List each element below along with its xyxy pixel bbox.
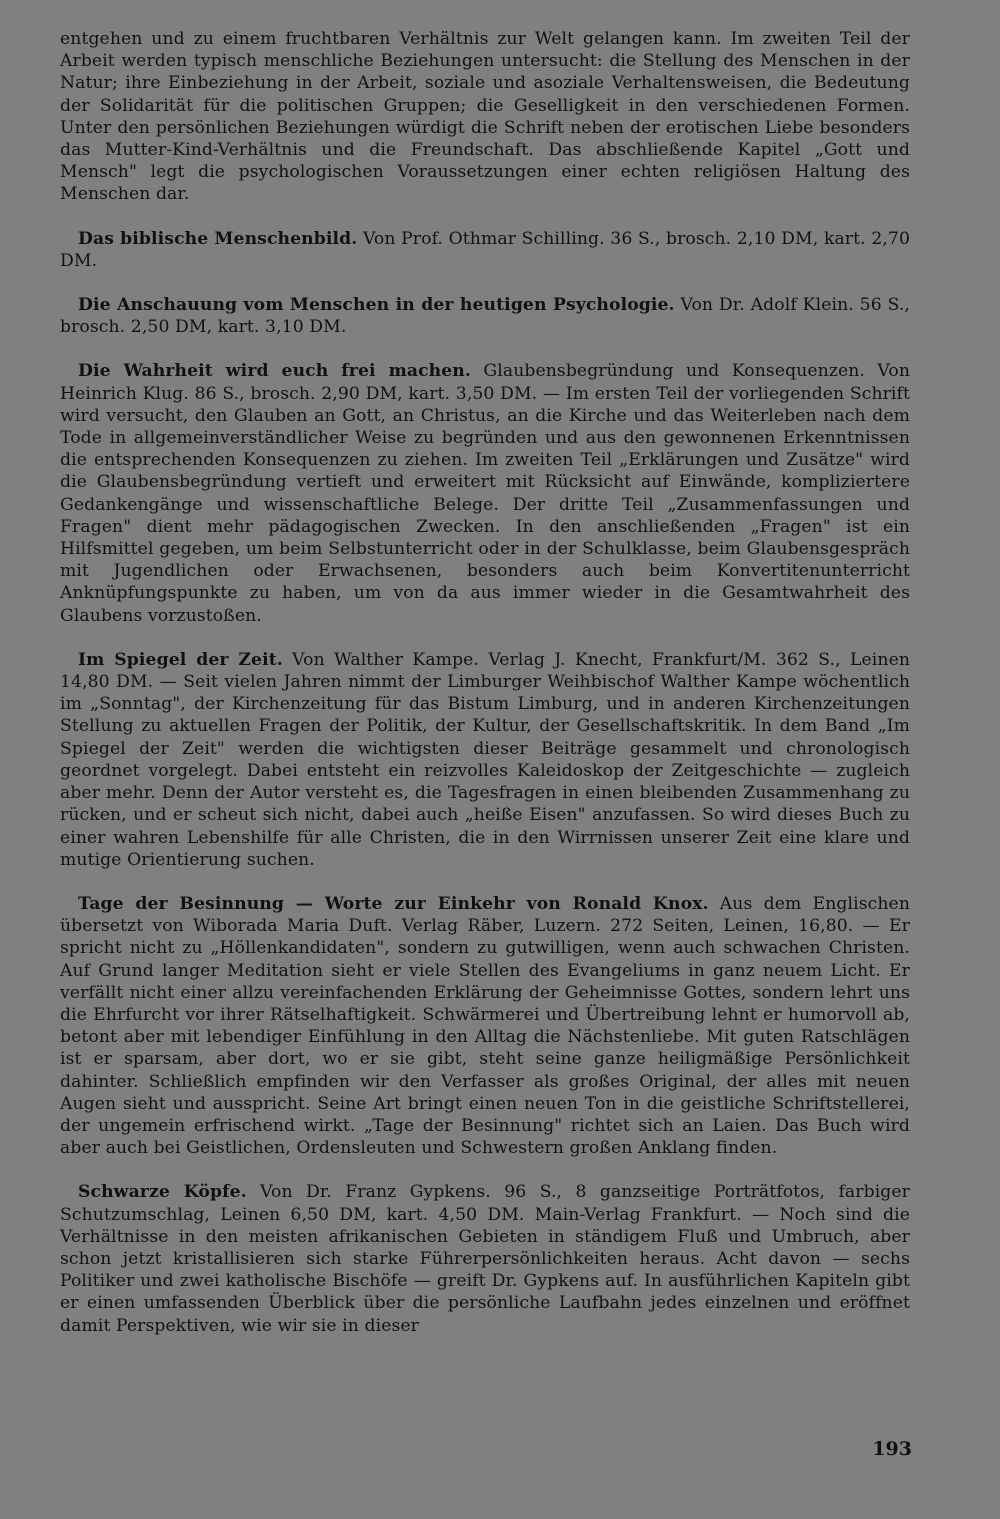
page-number: 193 — [872, 1438, 912, 1460]
book-entry-biblische-menschenbild — [60, 228, 910, 272]
book-description: Von Dr. Adolf Klein. 56 S., brosch. 2,50 DM, kart. 3,10 DM. — [60, 295, 910, 338]
book-title: Im Spiegel der Zeit. — [78, 649, 283, 670]
book-entry-anschauung-vom-menschen — [60, 294, 910, 338]
book-description: Glaubensbegründung und Konsequenzen. Von Heinrich Klug. 86 S., brosch. 2,90 DM, kart. 3,50 DM. — Im ersten Teil der vorliegenden Schrift wird versucht, den Glauben an Gott, an Christus, an die Kirche und das Weiterleben nach dem Tode in allgemeinverständlicher Weise zu begründen und aus den gewonnenen Erkenntnissen die entsprechenden Konsequenzen zu ziehen. Im zweiten Teil „Erklärungen und Zusätze" wird die Glaubensbegründung vertieft und erweitert mit Rücksicht auf Einwände, kompliziertere Gedankengänge und wissenschaftliche Belege. Der dritte Teil „Zusammenfassungen und Fragen" dient mehr pädagogischen Zwecken. In den anschließenden „Fragen" ist ein Hilfsmittel gegeben, um beim Selbstunterricht oder in der Schulklasse, beim Glaubensgespräch mit Jugendlichen oder Erwachsenen, besonders auch beim Konvertitenunterricht Anknüpfungspunkte zu haben, um von da aus immer wieder in die Gesamtwahrheit des Glaubens vorzustoßen. — [60, 361, 910, 626]
paragraph-continuation — [60, 28, 910, 206]
book-title: Das biblische Menschenbild. — [78, 228, 358, 249]
book-description: Von Prof. Othmar Schilling. 36 S., brosch. 2,10 DM, kart. 2,70 DM. — [60, 228, 910, 271]
book-entry-schwarze-koepfe — [60, 1181, 910, 1336]
book-description: Von Walther Kampe. Verlag J. Knecht, Frankfurt/M. 362 S., Leinen 14,80 DM. — Seit vielen Jahren nimmt der Limburger Weihbischof Walther Kampe wöchentlich im „Sonntag", der Kirchenzeitung für das Bistum Limburg, und in anderen Kirchenzeitungen Stellung zu aktuellen Fragen der Politik, der Kultur, der Gesellschaftskritik. In dem Band „Im Spiegel der Zeit" werden die wichtigsten dieser Beiträge gesammelt und chronologisch geordnet vorgelegt. Dabei entsteht ein reizvolles Kaleidoskop der Zeitgeschichte — zugleich aber mehr. Denn der Autor versteht es, die Tagesfragen in einen bleibenden Zusammenhang zu rücken, und er scheut sich nicht, dabei auch „heiße Eisen" anzufassen. So wird dieses Buch zu einer wahren Lebenshilfe für alle Christen, die in den Wirrnissen unserer Zeit eine klare und mutige Orientierung suchen. — [60, 649, 911, 870]
book-entry-tage-der-besinnung — [60, 893, 910, 1159]
book-description: Von Dr. Franz Gypkens. 96 S., 8 ganzseitige Porträtfotos, farbiger Schutzumschlag, Leinen 6,50 DM, kart. 4,50 DM. Main-Verlag Frankfurt. — Noch sind die Verhältnisse in den meisten afrikanischen Gebieten in ständigem Fluß und Umbruch, aber schon jetzt kristallisieren sich starke Führerpersönlichkeiten heraus. Acht davon — sechs Politiker und zwei katholische Bischöfe — greift Dr. Gypkens auf. In ausführlichen Kapiteln gibt er einen umfassenden Überblick über die persönliche Laufbahn jedes einzelnen und eröffnet damit Perspektiven, wie wir sie in dieser — [60, 1182, 910, 1336]
book-title: Die Wahrheit wird euch frei machen. — [78, 361, 471, 382]
book-entry-wahrheit-wird-euch-frei-machen — [60, 360, 910, 626]
book-description: Aus dem Englischen übersetzt von Wiborada Maria Duft. Verlag Räber, Luzern. 272 Seiten, Leinen, 16,80. — Er spricht nicht zu „Höllenkandidaten", sondern zu gutwilligen, wenn auch schwachen Christen. Auf Grund langer Meditation sieht er viele Stellen des Evangeliums in ganz neuem Licht. Er verfällt nicht einer allzu vereinfachenden Erklärung der Geheimnisse Gottes, sondern lehrt uns die Ehrfurcht vor ihrer Rätselhaftigkeit. Schwärmerei und Übertreibung lehnt er humorvoll ab, betont aber mit lebendiger Einfühlung in den Alltag die Nächstenliebe. Mit guten Ratschlägen ist er sparsam, aber dort, wo er sie gibt, steht seine ganze heiligmäßige Persönlichkeit dahinter. Schließlich empfinden wir den Verfasser als großes Original, der alles mit neuen Augen sieht und ausspricht. Seine Art bringt einen neuen Ton in die geistliche Schriftstellerei, der ungemein erfrischend wirkt. „Tage der Besinnung" richtet sich an Laien. Das Buch wird aber auch bei Geistlichen, Ordensleuten und Schwestern großen Anklang finden. — [60, 893, 910, 1159]
document-page — [60, 28, 910, 1359]
book-title: Schwarze Köpfe. — [78, 1182, 247, 1203]
paragraph-body: entgehen und zu einem fruchtbaren Verhältnis zur Welt gelangen kann. Im zweiten Teil der Arbeit werden typisch menschliche Beziehungen untersucht: die Stellung des Menschen in der Natur; ihre Einbeziehung in der Arbeit, soziale und asoziale Verhaltensweisen, die Bedeutung der Solidarität für die politischen Gruppen; die Geselligkeit in den verschiedenen Formen. Unter den persönlichen Beziehungen würdigt die Schrift neben der erotischen Liebe besonders das Mutter-Kind-Verhältnis und die Freundschaft. Das abschließende Kapitel „Gott und Mensch" legt die psychologischen Voraussetzungen einer echten religiösen Haltung des Menschen dar. — [60, 29, 910, 205]
book-title: Tage der Besinnung — Worte zur Einkehr von Ronald Knox. — [78, 893, 709, 914]
book-title: Die Anschauung vom Menschen in der heutigen Psychologie. — [78, 295, 675, 316]
book-entry-im-spiegel-der-zeit — [60, 649, 910, 871]
